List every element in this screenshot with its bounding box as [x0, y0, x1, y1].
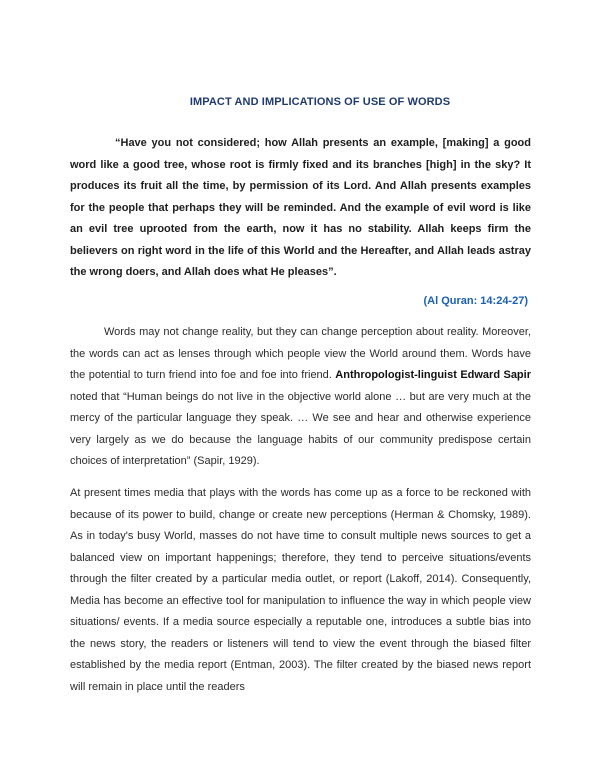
quran-quote: “Have you not considered; how Allah presents an example, [making] a good word like a good tree, whose root is firmly fixed and its branches [high] in the sky? It produces its fruit all the time, by permission of its Lord. And Allah presents examples for the people that perhaps they will be reminded. And the example of evil word is like an evil tree uprooted from the earth, now it has no stability. Allah keeps firm the believers on right word in the life of this World and the Hereafter, and Allah leads astray the wrong doers, and Allah does what He pleases”.	[70, 137, 531, 278]
body-paragraph-1	[70, 322, 531, 473]
paragraph-1-text-b: noted that “Human beings do not live in the objective world alone … but are very much at the mercy of the particular language they speak. … We see and hear and otherwise experience very largely as we do because the language habits of our community predispose certain choices of interpretation” (Sapir, 1929).	[70, 390, 531, 467]
page-title: IMPACT AND IMPLICATIONS OF USE OF WORDS	[189, 96, 451, 108]
body-paragraph-2: At present times media that plays with the words has come up as a force to be reckoned with because of its power to build, change or create new perceptions (Herman & Chomsky, 1989). As in today's busy World, masses do not have time to consult multiple news sources to get a balanced view on important happenings; therefore, they tend to perceive situations/events through the filter created by a particular media outlet, or report (Lakoff, 2014). Consequently, Media has become an effective tool for manipulation to influence the way in which people view situations/ events. If a media source especially a reputable one, introduces a subtle bias into the news story, the readers or listeners will tend to view the event through the biased filter established by the media report (Entman, 2003). The filter created by the biased news report will remain in place until the readers	[70, 487, 531, 693]
paragraph-1-text-a: Words may not change reality, but they can change perception about reality. Moreover, the words can act as lenses through which people view the World around them. Words have the potential to turn friend into foe and foe into friend.	[70, 326, 531, 381]
paragraph-1-bold-name: Anthropologist-linguist Edward Sapir	[335, 369, 531, 381]
quote-reference: (Al Quran: 14:24-27)	[423, 295, 528, 307]
